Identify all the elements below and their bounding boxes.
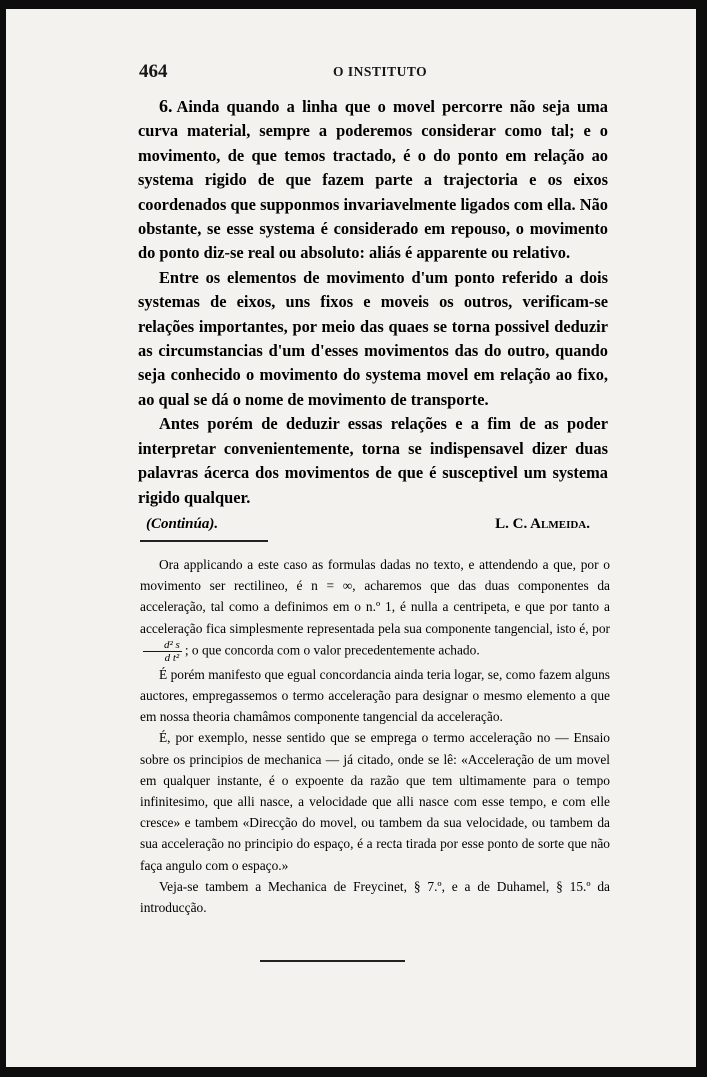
closing-divider [260, 960, 405, 962]
paragraph-1 [138, 94, 608, 266]
footnote-p1-end: ; o que concorda com o valor precedentemente achado. [184, 642, 480, 658]
main-text [138, 94, 608, 536]
section-number: 6. [159, 96, 173, 116]
footnote [140, 554, 610, 918]
continua-note: (Continúa). [146, 515, 219, 532]
fraction-numerator: d² s [143, 639, 182, 652]
author-signature: L. C. Almeida. [495, 515, 590, 532]
paragraph-3: Antes porém de deduzir essas relações e a fim de as poder interpretar convenientemente, torna se indispensavel dizer duas palavras ácerca dos movimentos de que é susceptivel um systema rigido qualquer. [138, 414, 608, 507]
signature-line [138, 512, 608, 536]
running-title: O INSTITUTO [333, 64, 428, 79]
footnote-p1-start: Ora applicando a este caso as formulas dadas no texto, e attendendo a que, por o movimento ser rectilineo, é n = ∞, acharemos que das duas componentes da acceleração, tal como a definimos em o n.º 1, é nulla a centripeta, e que por tanto a acceleração fica simplesmente representada pela sua componente tangencial, isto é, por [140, 557, 610, 636]
footnote-paragraph-3: É, por exemplo, nesse sentido que se emprega o termo acceleração no — Ensaio sobre os principios de mechanica — já citado, onde se lê: «Acceleração de um movel em qualquer instante, é o expoente da razão que tem ultimamente para o tempo infinitesimo, que alli nasce, a velocidade que alli nasce com esse tempo, e com elle cresce» e tambem «Direcção do movel, ou tambem da sua velocidade, ou tambem da sua acceleração no principio do espaço, é a recta tirada por esse ponto de sorte que não faça angulo com o espaço.» [140, 730, 610, 873]
fraction-denominator: d t² [164, 651, 180, 664]
footnote-divider [140, 540, 268, 542]
footnote-paragraph-1 [140, 554, 610, 664]
footnote-paragraph-2: É porém manifesto que egual concordancia ainda teria logar, se, como fazem alguns auctores, empregassemos o termo acceleração para designar o mesmo elemento a que em nossa theoria chamâmos componente tangencial da acceleração. [140, 666, 610, 725]
footnote-paragraph-4: Veja-se tambem a Mechanica de Freycinet, § 7.º, e a de Duhamel, § 15.º da introducção. [140, 878, 610, 916]
page-header [139, 61, 676, 83]
paragraph-2: Entre os elementos de movimento d'um ponto referido a dois systemas de eixos, uns fixos e moveis os outros, verificam-se relações importantes, por meio das quaes se torna possivel deduzir as circumstancias d'um d'esses movimentos das do outro, quando seja conhecido o movimento do systema movel em relação ao fixo, ao qual se dá o nome de movimento de transporte. [138, 267, 608, 409]
fraction [143, 639, 182, 664]
paragraph-1-text: Ainda quando a linha que o movel percorre não seja uma curva material, sempre a poderemos considerar como tal; e o movimento, de que temos tractado, é o do ponto em relação ao systema rigido de que fazem parte a trajectoria e os eixos coordenados que supponmos invariavelmente ligados com ella. Não obstante, se esse systema é considerado em repouso, o movimento do ponto diz-se real ou absoluto: aliás é apparente ou relativo. [138, 97, 608, 263]
page-number: 464 [139, 61, 168, 82]
